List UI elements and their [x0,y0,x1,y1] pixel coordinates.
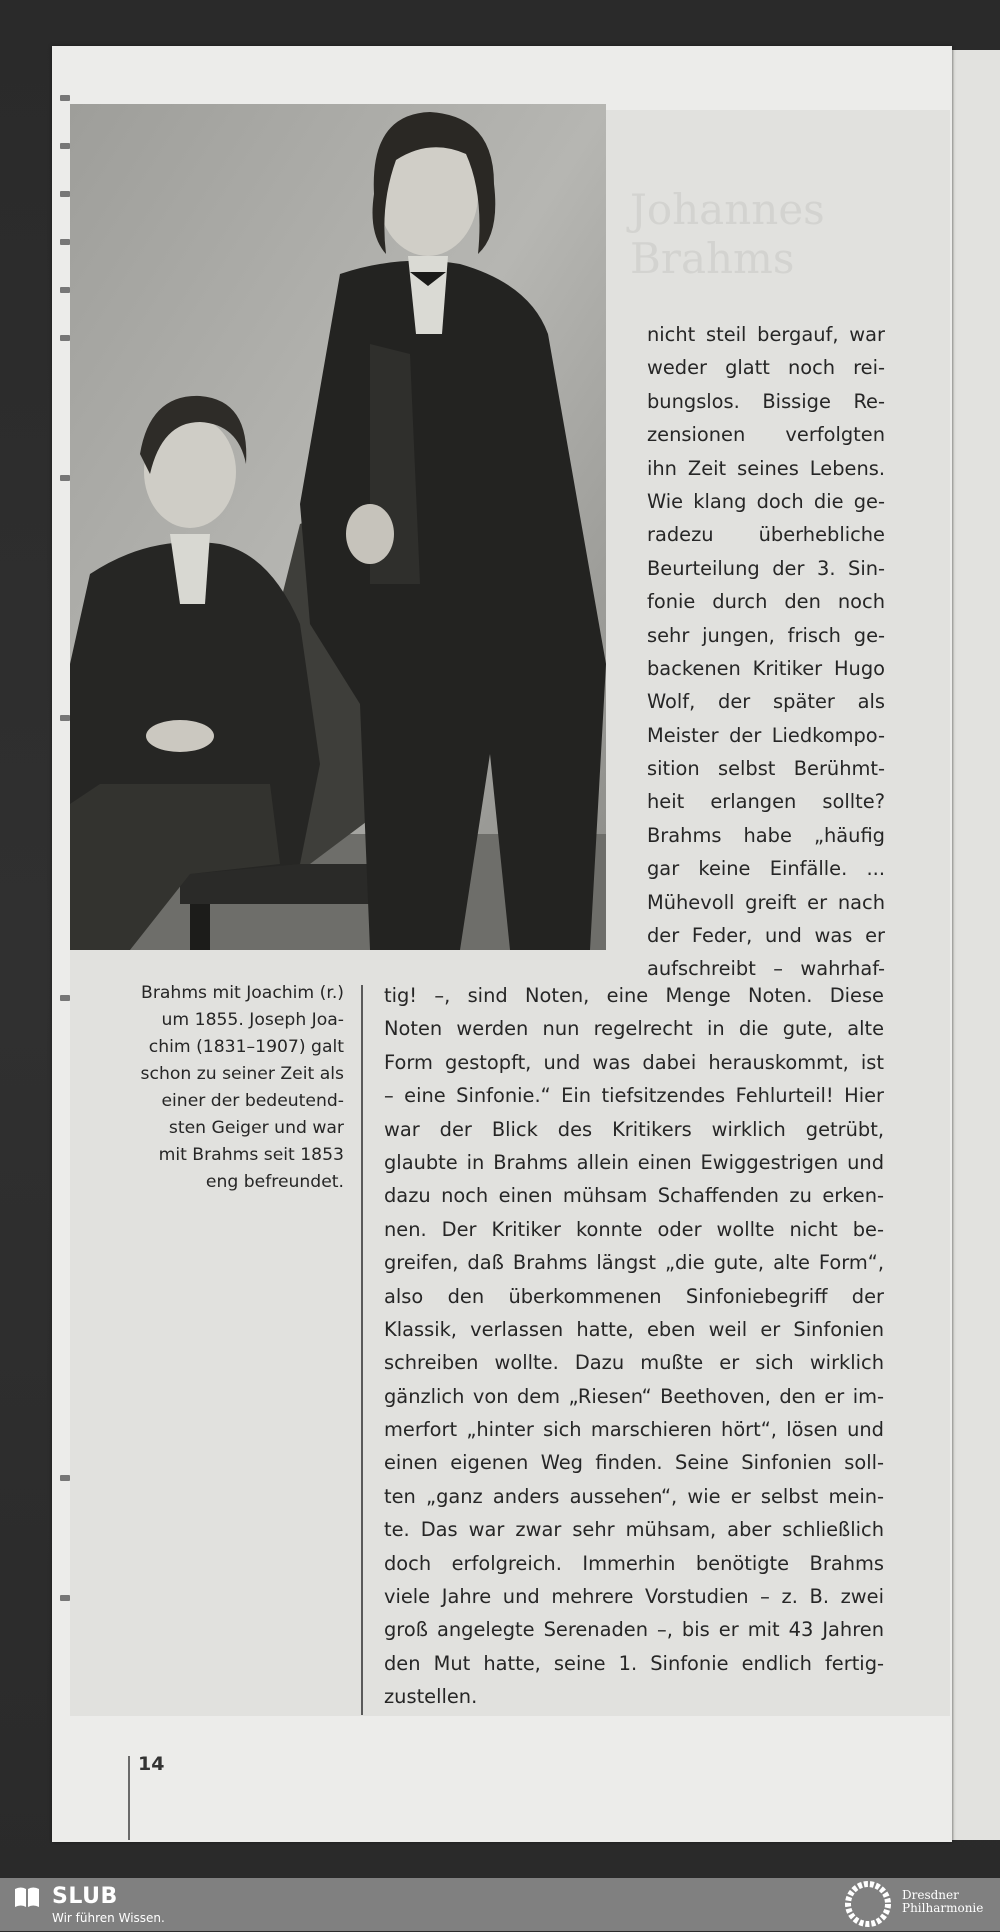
text-line: Klassik, verlassen hatte, eben weil er Sinfonien [384,1317,884,1341]
text-line: ihn Zeit seines Lebens. [647,456,885,480]
text-line: nen. Der Kritiker konnte oder wollte nicht be- [384,1217,884,1241]
text-line: Meister der Liedkompo- [647,723,885,747]
caption-line: chim (1831–1907) galt [148,1037,344,1057]
text-line: glaubte in Brahms allein einen Ewiggestrigen und [384,1150,884,1174]
partner-name-line: Philharmonie [902,1901,984,1915]
photo-caption [100,980,344,1196]
library-logo-text[interactable]: SLUB [52,1884,118,1909]
text-line: also den überkommenen Sinfoniebegriff der [384,1284,884,1308]
text-line: groß angelegte Serenaden –, bis er mit 43 Jahren [384,1618,884,1642]
text-line: einen eigenen Weg finden. Seine Sinfonien soll- [384,1451,884,1475]
text-line: Wie klang doch die ge- [647,489,885,513]
caption-line: mit Brahms seit 1853 [158,1145,344,1165]
page-number: 14 [138,1753,165,1775]
text-line: Wolf, der später als [647,690,885,714]
text-line: – eine Sinfonie.“ Ein tiefsitzendes Fehlurteil! Hier [384,1084,884,1108]
body-text-narrow-column [647,318,885,986]
philharmonie-logo-icon[interactable] [840,1880,896,1928]
column-divider [361,985,363,1715]
text-line: weder glatt noch rei- [647,356,885,380]
text-line: nicht steil bergauf, war [647,323,885,346]
caption-line: um 1855. Joseph Joa- [161,1010,344,1030]
text-line: bungslos. Bissige Re- [647,389,885,413]
caption-line: eng befreundet. [205,1172,344,1192]
text-line: tig! –, sind Noten, eine Menge Noten. Diese [384,984,884,1007]
text-line: merfort „hinter sich marschieren hört“, lösen und [384,1418,884,1442]
bleed-through-heading: Johannes Brahms [630,185,825,283]
text-line: fonie durch den noch [647,590,885,614]
text-line: Brahms habe „häufig [647,823,885,847]
text-line: aufschreibt – wahrhaf- [647,957,885,981]
text-line: Noten werden nun regelrecht in die gute, alte [384,1017,884,1041]
text-line: doch erfolgreich. Immerhin benötigte Brahms [384,1551,884,1575]
partner-logo-text[interactable] [902,1889,983,1915]
text-line: war der Blick des Kritikers wirklich getrübt, [384,1117,884,1141]
page-number-rule [128,1756,130,1840]
text-line: gänzlich von dem „Riesen“ Beethoven, den er im- [384,1384,884,1408]
text-line: heit erlangen sollte? [647,790,885,814]
caption-line: Brahms mit Joachim (r.) [141,983,344,1003]
text-line: dazu noch einen mühsam Schaffenden zu erken- [384,1184,884,1208]
body-text-wide-column [384,979,884,1714]
text-line: den Mut hatte, seine 1. Sinfonie endlich fertig- [384,1651,884,1675]
facing-page-edge [948,50,1000,1840]
caption-line: schon zu seiner Zeit als [140,1064,344,1084]
text-line: backenen Kritiker Hugo [647,656,885,680]
text-line: radezu überhebliche [647,523,885,547]
book-icon[interactable] [14,1886,40,1908]
text-line: zensionen verfolgten [647,423,885,447]
text-line: schreiben wollte. Dazu mußte er sich wirklich [384,1351,884,1375]
text-line: te. Das war zwar sehr mühsam, aber schließlich [384,1518,884,1542]
caption-line: sten Geiger und war [168,1118,344,1138]
historical-photograph [70,104,606,950]
text-line: sehr jungen, frisch ge- [647,623,885,647]
text-line: Mühevoll greift er nach [647,890,885,914]
text-line: greifen, daß Brahms längst „die gute, alte Form“, [384,1251,884,1275]
text-line: der Feder, und was er [647,924,885,948]
caption-line: einer der bedeutend- [161,1091,344,1111]
text-line: viele Jahre und mehrere Vorstudien – z. B. zwei [384,1585,884,1609]
text-line: zustellen. [384,1685,478,1709]
text-line: gar keine Einfälle. ... [647,857,885,881]
text-line: sition selbst Berühmt- [647,757,885,781]
partner-name-line: Dresdner [902,1888,959,1902]
text-line: Beurteilung der 3. Sin- [647,556,885,580]
text-line: ten „ganz anders aussehen“, wie er selbst mein- [384,1484,884,1508]
text-line: Form gestopft, und was dabei herauskommt, ist [384,1050,884,1074]
library-tagline: Wir führen Wissen. [52,1911,165,1925]
